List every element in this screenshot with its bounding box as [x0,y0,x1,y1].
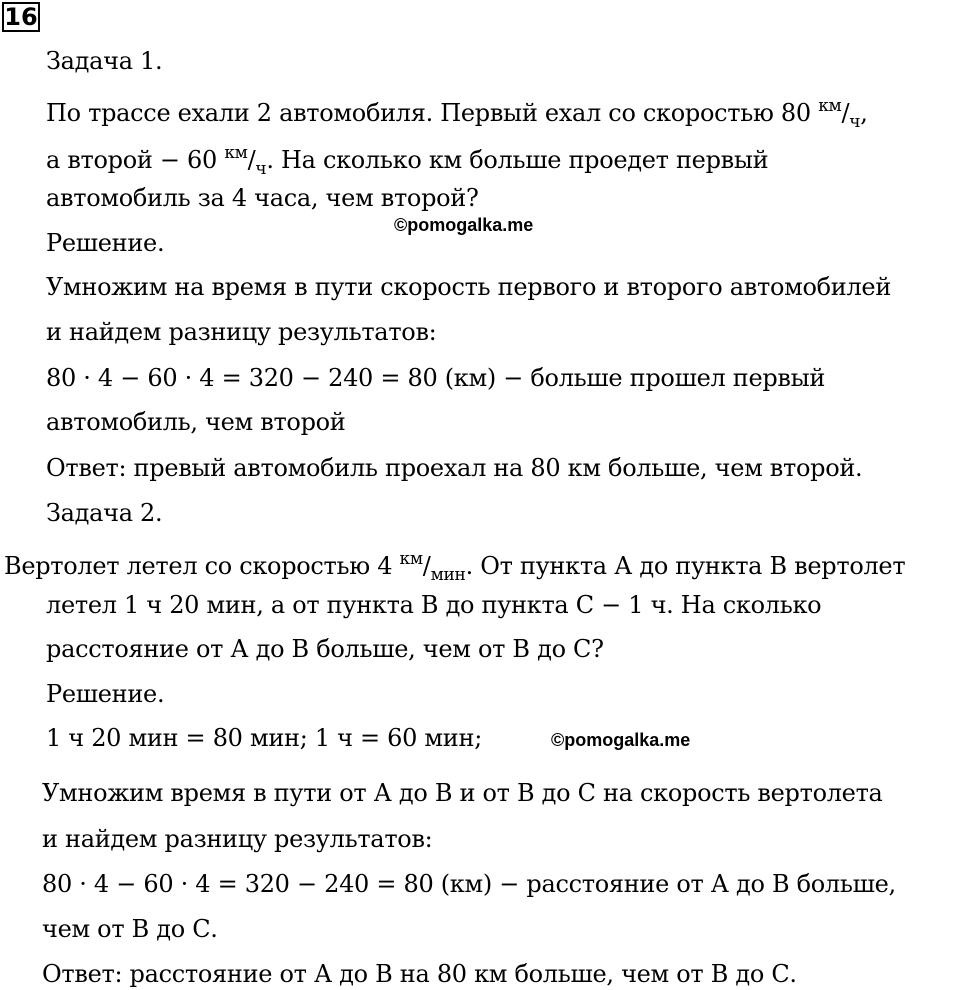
task2-line3: расстояние от А до В больше, чем от В до С? [46,635,604,663]
unit-numerator: км [399,549,423,569]
unit-numerator: км [818,96,842,116]
task2-line1 [4,543,905,591]
task2-title: Задача 2. [46,499,163,527]
task2-time-conversion: 1 ч 20 мин = 80 мин; 1 ч = 60 мин; [46,724,482,752]
task1-line2-end: . На сколько км больше проедет первый [266,146,769,174]
task1-line1-text: По трассе ехали 2 автомобиля. Первый ехал со скоростью 80 [46,99,819,127]
task1-line2-text: а второй − 60 [46,146,225,174]
task1-equation: 80 · 4 − 60 · 4 = 320 − 240 = 80 (км) − больше прошел первый [46,364,826,392]
task1-line3: автомобиль за 4 часа, чем второй? [46,184,479,212]
task1-solution-line4: автомобиль, чем второй [46,408,346,436]
task1-title: Задача 1. [46,47,163,75]
task2-solution-label: Решение. [46,680,165,708]
task1-solution-line2: и найдем разницу результатов: [46,318,437,346]
watermark: ©pomogalka.me [551,730,691,750]
task2-answer: Ответ: расстояние от А до В на 80 км больше, чем от В до С. [42,960,797,988]
unit-denominator: ч [255,159,267,179]
unit-denominator: ч [849,112,861,132]
task1-answer: Ответ: превый автомобиль проехал на 80 км больше, чем второй. [46,454,863,482]
task2-solution-line1: Умножим время в пути от А до В и от В до С на скорость вертолета [42,779,883,807]
task-number-box: 16 [2,2,40,32]
task2-line2: летел 1 ч 20 мин, а от пункта В до пункта С − 1 ч. На сколько [46,591,822,619]
task2-solution-line4: чем от В до С. [42,915,218,943]
task1-line1 [46,90,868,138]
unit-denominator: мин [430,565,466,585]
task1-solution-line1: Умножим на время в пути скорость первого и второго автомобилей [46,273,892,301]
unit-km-per-min: $^{км}/_{мин}$ [399,549,466,585]
unit-km-per-hour: $^{км}/_ч$ [224,143,267,179]
unit-numerator: км [224,143,248,163]
task1-line2 [46,137,768,185]
task2-line1-end: . От пункта А до пункта В вертолет [465,552,906,580]
task2-line1-text: Вертолет летел со скоростью 4 [4,552,400,580]
task2-solution-line2: и найдем разницу результатов: [42,825,433,853]
unit-km-per-hour: $^{км}/_ч$ [818,96,861,132]
task1-solution-label: Решение. [46,229,165,257]
task1-line1-end: , [860,99,868,127]
watermark: ©pomogalka.me [394,215,534,235]
task2-equation: 80 · 4 − 60 · 4 = 320 − 240 = 80 (км) − расстояние от А до В больше, [42,870,896,898]
